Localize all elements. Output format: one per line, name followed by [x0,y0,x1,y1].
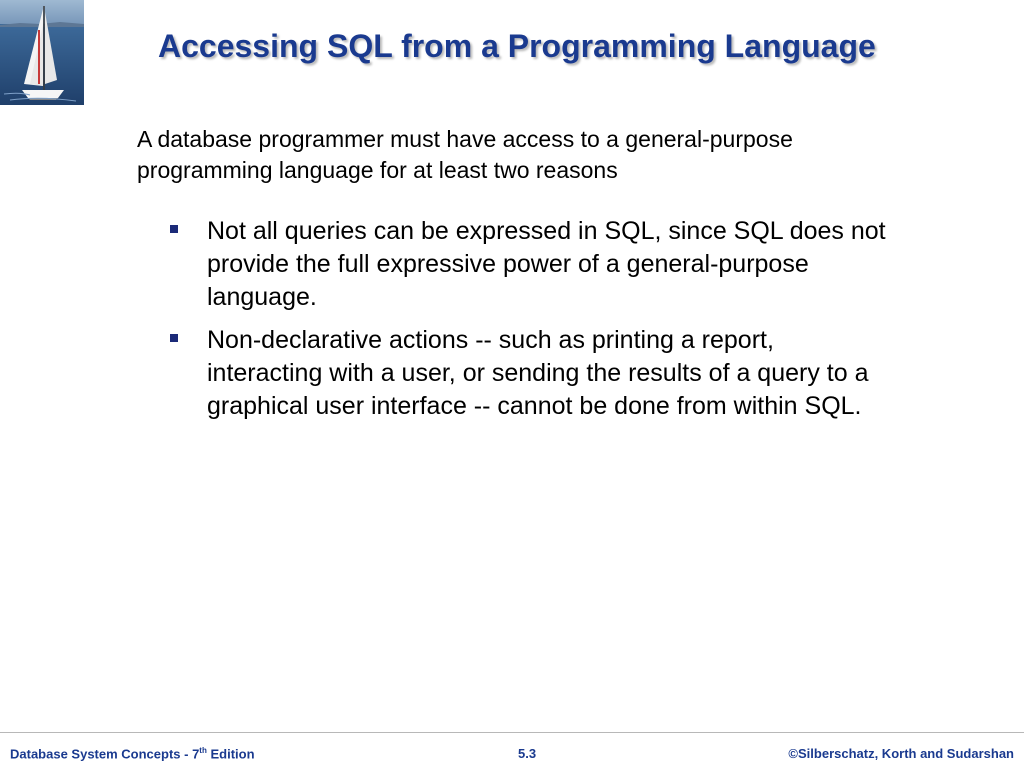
footer-book-title-text: Database System Concepts - 7 [10,746,200,762]
footer-copyright: ©Silberschatz, Korth and Sudarshan [788,746,1014,761]
footer-edition-text: Edition [206,746,255,762]
sailboat-logo-icon [0,0,84,105]
slide-footer [0,732,1024,768]
square-bullet-icon [170,334,178,342]
square-bullet-icon [170,225,178,233]
footer-divider [0,732,1024,733]
bullet-text: Not all queries can be expressed in SQL, since SQL does not provide the full expressive power of a general-purpose language. [207,217,886,311]
intro-text: A database programmer must have access to a general-purpose programming language for at least two reasons [137,126,793,183]
bullet-text: Non-declarative actions -- such as printing a report, interacting with a user, or sending the results of a query to a graphical user interface -- cannot be done from within SQL. [207,326,869,420]
slide-title: Accessing SQL from a Programming Language [158,28,876,64]
footer-book-title [10,746,255,761]
bullet-list [170,215,890,433]
bullet-item [170,324,890,423]
footer-edition-superscript: th [199,746,207,755]
footer-page-number: 5.3 [518,746,537,761]
bullet-item [170,215,890,314]
